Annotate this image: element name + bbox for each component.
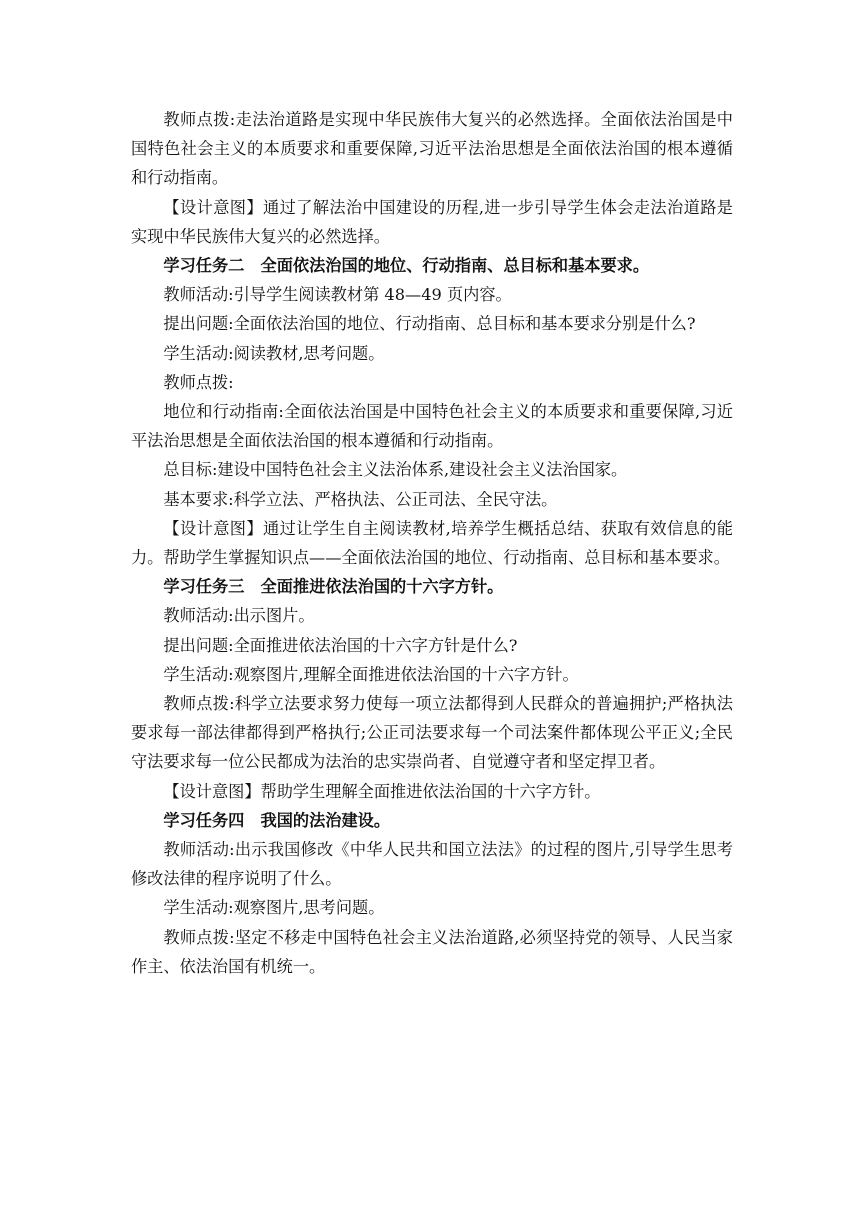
paragraph-teacher-activity-2: 教师活动:引导学生阅读教材第 48—49 页内容。 [163, 285, 512, 305]
paragraph-teacher-guidance-3: 教师点拨:科学立法要求努力使每一项立法都得到人民群众的普遍拥护;严格执法要求每一部法律都得到严格执行;公正司法要求每一个司法案件都体现公平正义;全民守法要求每一位公民都成为法治的忠实崇尚者、自觉遵守者和坚定捍卫者。 [131, 694, 733, 772]
paragraph-student-activity-3: 学生活动:观察图片,理解全面推进依法治国的十六字方针。 [163, 664, 579, 684]
heading-learning-task-3: 学习任务三 全面推进依法治国的十六字方针。 [163, 577, 504, 597]
paragraph-overall-goal: 总目标:建设中国特色社会主义法治体系,建设社会主义法治国家。 [163, 460, 628, 480]
paragraph-question-2: 提出问题:全面依法治国的地位、行动指南、总目标和基本要求分别是什么? [163, 314, 696, 334]
paragraph-design-intent-2: 【设计意图】通过让学生自主阅读教材,培养学生概括总结、获取有效信息的能力。帮助学生掌握知识点——全面依法治国的地位、行动指南、总目标和基本要求。 [131, 518, 733, 568]
paragraph-design-intent-1: 【设计意图】通过了解法治中国建设的历程,进一步引导学生体会走法治道路是实现中华民族伟大复兴的必然选择。 [131, 197, 733, 246]
paragraph-student-activity-4: 学生活动:观察图片,思考问题。 [163, 898, 385, 918]
paragraph-status-guidance: 地位和行动指南:全面依法治国是中国特色社会主义的本质要求和重要保障,习近平法治思想是全面依法治国的根本遵循和行动指南。 [131, 402, 733, 451]
paragraph-question-3: 提出问题:全面推进依法治国的十六字方针是什么? [163, 635, 518, 655]
document-page [131, 105, 733, 981]
paragraph-basic-requirements: 基本要求:科学立法、严格执法、公正司法、全民守法。 [163, 489, 558, 509]
paragraph-student-activity-2: 学生活动:阅读教材,思考问题。 [163, 343, 385, 363]
paragraph-teacher-guidance-1: 教师点拨:走法治道路是实现中华民族伟大复兴的必然选择。全面依法治国是中国特色社会主义的本质要求和重要保障,习近平法治思想是全面依法治国的根本遵循和行动指南。 [131, 110, 733, 188]
paragraph-teacher-guidance-2: 教师点拨: [163, 372, 234, 392]
heading-learning-task-4: 学习任务四 我国的法治建设。 [163, 810, 391, 830]
heading-learning-task-2: 学习任务二 全面依法治国的地位、行动指南、总目标和基本要求。 [163, 256, 650, 276]
paragraph-teacher-activity-3: 教师活动:出示图片。 [163, 606, 315, 626]
paragraph-teacher-activity-4: 教师活动:出示我国修改《中华人民共和国立法法》的过程的图片,引导学生思考修改法律的程序说明了什么。 [131, 840, 733, 889]
paragraph-teacher-guidance-4: 教师点拨:坚定不移走中国特色社会主义法治道路,必须坚持党的领导、人民当家作主、依法治国有机统一。 [131, 927, 733, 976]
paragraph-design-intent-3: 【设计意图】帮助学生理解全面推进依法治国的十六字方针。 [163, 781, 601, 801]
